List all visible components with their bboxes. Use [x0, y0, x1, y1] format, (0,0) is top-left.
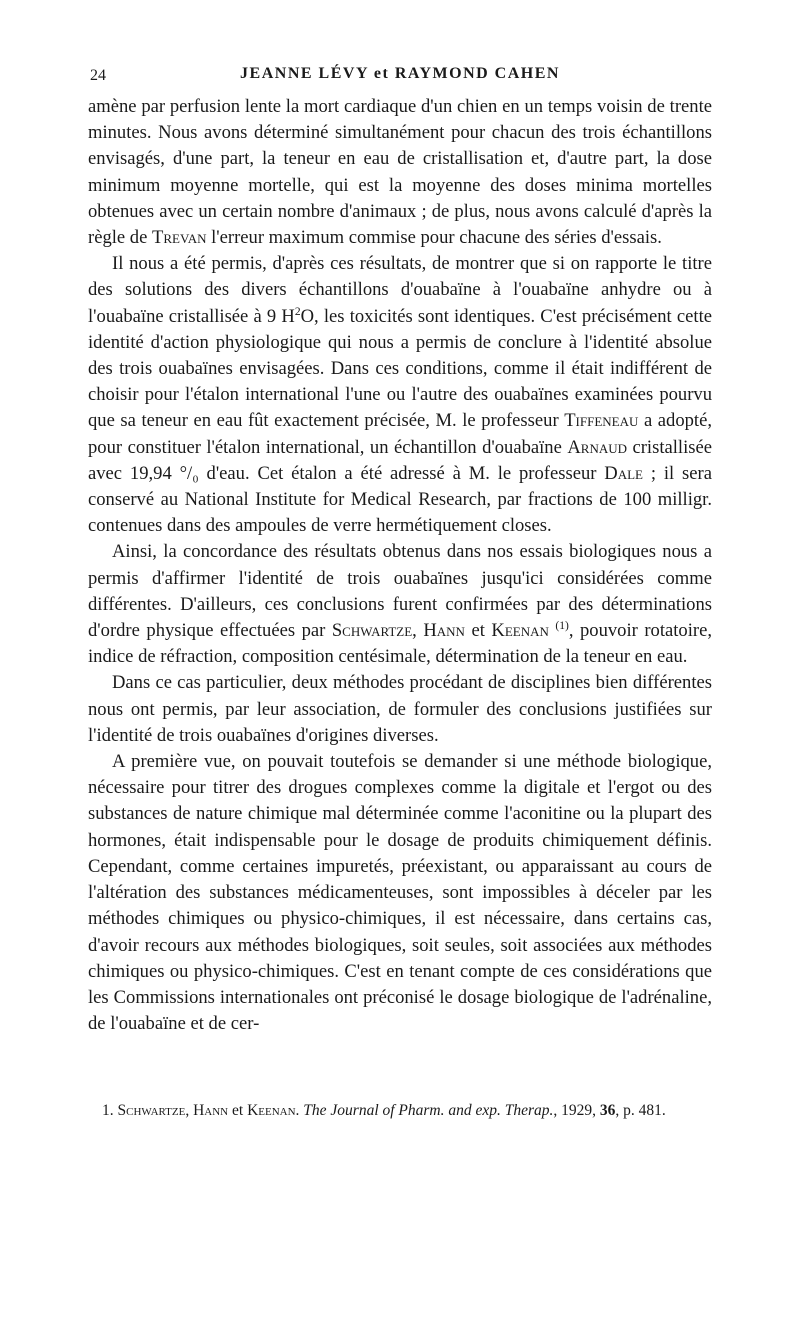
- text-run: Il nous a été permis, d'après ces résultats, de montrer que si on rapporte le titre des solutions des divers échantillons d'ouabaïne à l'ouabaïne anhydre ou à l'ouabaïne cristallisée à 9 H: [88, 253, 712, 327]
- author-name: Keenan: [247, 1102, 296, 1119]
- author-name: Dale: [604, 462, 643, 484]
- author-name: Schwartze, Hann: [117, 1102, 229, 1119]
- page-header: [88, 60, 712, 90]
- footnote: [88, 1100, 712, 1122]
- text-run: cristallisée avec 19,94: [88, 436, 712, 484]
- text-run: l'erreur maximum commise pour chacune des séries d'essais.: [206, 227, 662, 249]
- author-name: Keenan: [491, 620, 549, 642]
- percent-sign: °/₀: [179, 462, 199, 484]
- paragraph: A première vue, on pouvait toutefois se demander si une méthode biologique, nécessaire pour titrer des drogues complexes comme la digitale et l'ergot ou des substances de nature chimique mal déterminée comme l'aconitine ou la plupart des hormones, était indispensable pour le dosage de produits chimiquement définis. Cependant, comme certaines impuretés, préexistant, ou apparaissant au cours de l'altération des substances médicamenteuses, sont impossibles à déceler par les méthodes chimiques ou physico-chimiques, il est nécessaire, dans certains cas, d'avoir recours aux méthodes biologiques, soit seules, soit associées aux méthodes chimiques ou physico-chimiques. C'est en tenant compte de ces considérations que les Commissions internationales ont préconisé le dosage biologique de l'adrénaline, de l'ouabaïne et de cer-: [88, 751, 712, 1035]
- volume-number: 36: [599, 1102, 616, 1119]
- paragraph: [88, 539, 712, 670]
- footnote-number: 1.: [102, 1102, 118, 1119]
- paragraph: Dans ce cas particulier, deux méthodes procédant de disciplines bien différentes nous ont permis, par leur association, de formuler des conclusions justifiées sur l'identité de trois ouabaïnes d'origines diverses.: [88, 672, 712, 746]
- text-run: et: [228, 1102, 248, 1119]
- footnote-reference: (1): [555, 619, 569, 632]
- page-number: 24: [90, 67, 106, 84]
- paragraph: [88, 94, 712, 251]
- superscript: 2: [294, 305, 301, 318]
- running-head: JEANNE LÉVY et RAYMOND CAHEN: [240, 65, 560, 82]
- text-run: ; il sera conservé au National Institute for Medical Research, par fractions de 100 milligr. contenues dans des ampoules de verre hermétiquement closes.: [88, 462, 712, 537]
- text-run: d'eau. Cet étalon a été adressé à M. le professeur: [198, 462, 605, 484]
- text-run: , pouvoir rotatoire, indice de réfraction, composition centésimale, détermination de la teneur en eau.: [88, 620, 712, 668]
- page: [88, 60, 712, 1119]
- text-run: , 1929,: [553, 1102, 600, 1119]
- text-run: O, les toxicités sont identiques. C'est précisément cette identité d'action physiologique qui nous a permis de conclure à l'identité absolue des trois ouabaïnes envisagées. Dans ces conditions, comme il était indifférent de choisir pour l'étalon international l'une ou l'autre des ouabaïnes examinées pourvu que sa teneur en eau fût exactement précisée, M. le professeur: [88, 305, 712, 432]
- text-run: et: [464, 620, 492, 642]
- text-run: , p. 481.: [615, 1102, 666, 1119]
- paragraph: [88, 251, 712, 539]
- author-name: Trevan: [152, 227, 207, 249]
- author-name: Schwartze, Hann: [331, 620, 465, 642]
- journal-title: The Journal of Pharm. and exp. Therap.: [303, 1102, 554, 1119]
- text-run: .: [295, 1102, 304, 1119]
- author-name: Tiffeneau: [564, 410, 639, 432]
- author-name: Arnaud: [567, 436, 627, 458]
- body-text: [88, 94, 712, 1037]
- text-run: a adopté, pour constituer l'étalon international, un échantillon d'ouabaïne: [88, 410, 712, 458]
- text-run: amène par perfusion lente la mort cardiaque d'un chien en un temps voisin de trente minutes. Nous avons déterminé simultanément pour chacun des trois échantillons envisagés, d'une part, la teneur en eau de cristallisation et, d'autre part, la dose minimum moyenne mortelle, qui est la moyenne des doses minima mortelles obtenues avec un certain nombre d'animaux ; de plus, nous avons calculé d'après la règle de: [88, 96, 712, 249]
- text-run: Ainsi, la concordance des résultats obtenus dans nos essais biologiques nous a permis d'affirmer l'identité de trois ouabaïnes jusqu'ici considérées comme différentes. D'ailleurs, ces conclusions furent confirmées par des déterminations d'ordre physique effectuées par: [88, 541, 712, 642]
